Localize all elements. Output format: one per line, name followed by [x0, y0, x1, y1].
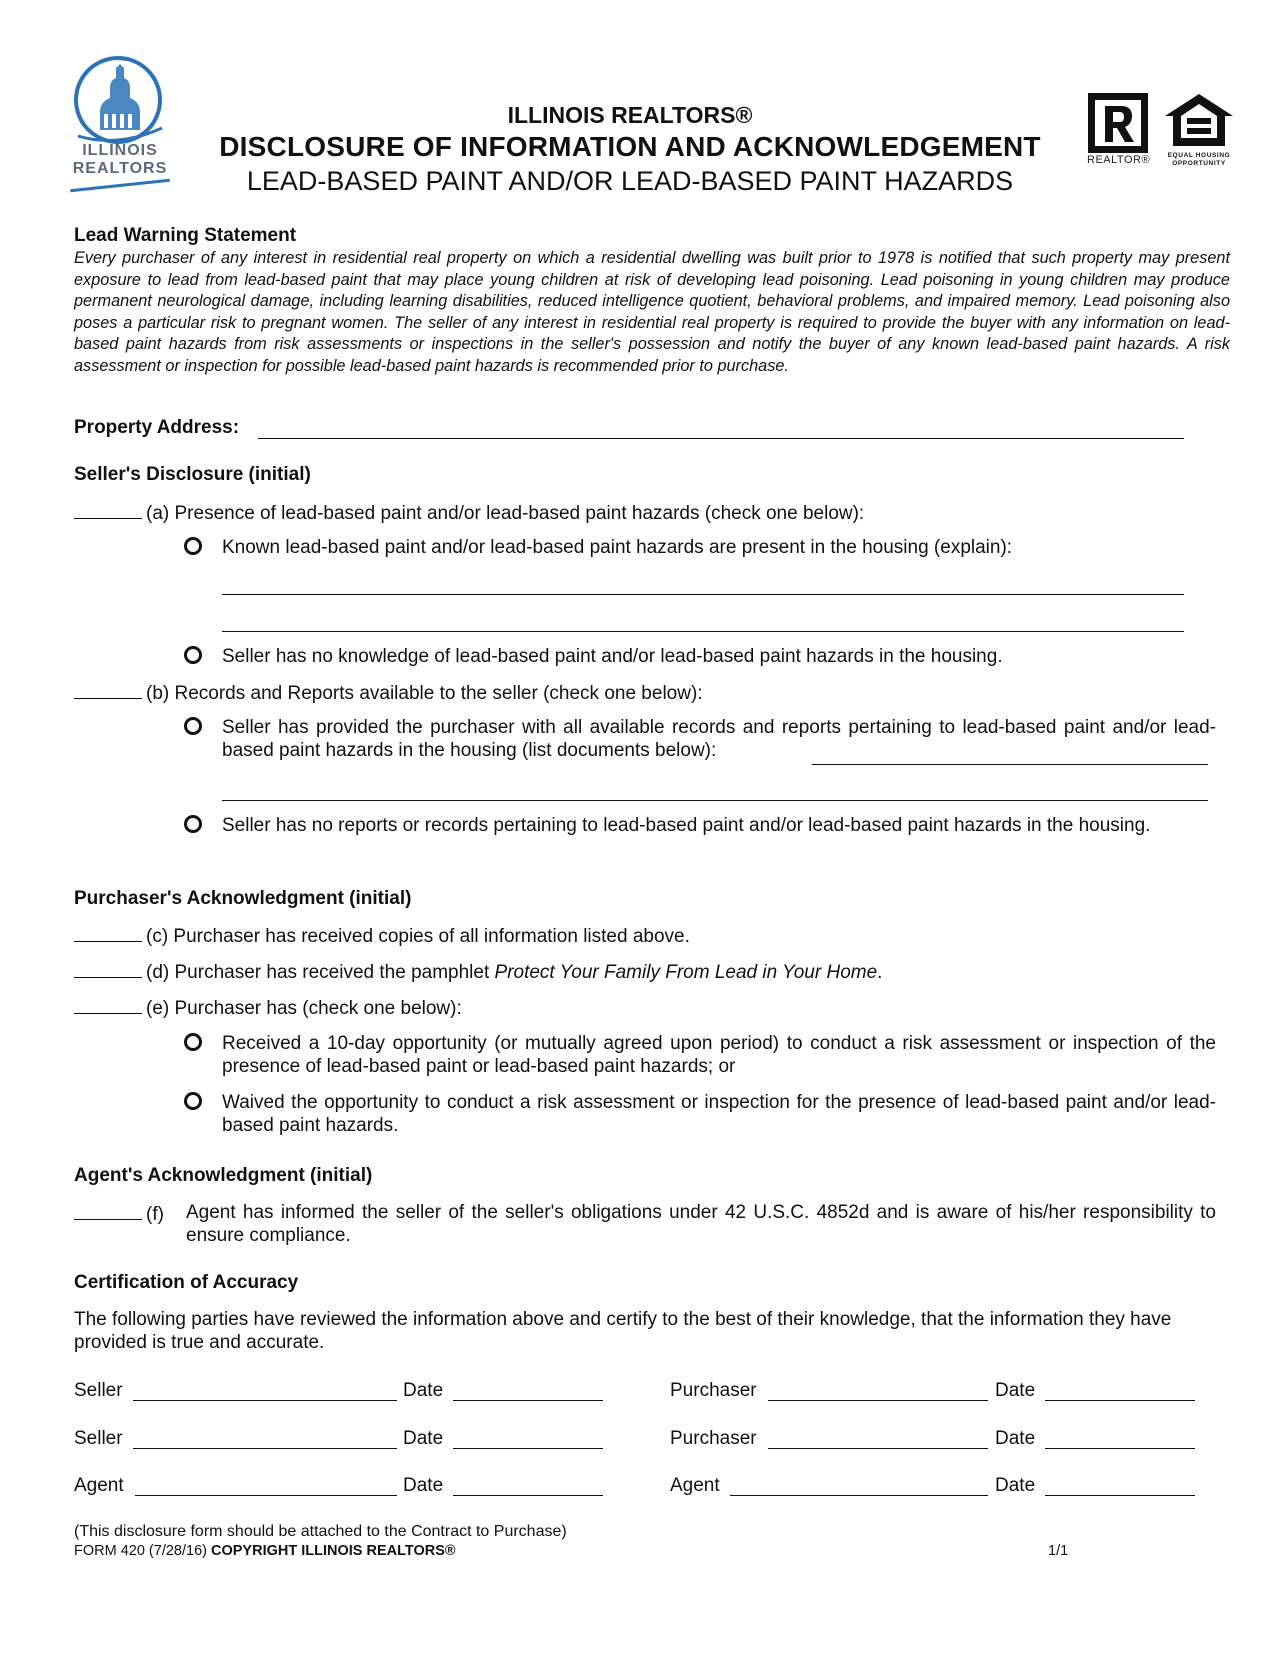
date-label-1: Date	[403, 1380, 444, 1401]
seller-signature-line-2[interactable]	[133, 1448, 397, 1449]
realtor-mark-label: REALTOR®	[1087, 154, 1151, 166]
purchaser-item-c	[74, 923, 690, 948]
agent-signature-line-right[interactable]	[730, 1495, 988, 1496]
option-a-no-knowledge-label: Seller has no knowledge of lead-based paint and/or lead-based paint hazards in the housing.	[222, 646, 1003, 667]
property-address-label: Property Address:	[74, 417, 240, 438]
purchasers-ack-title: Purchaser's Acknowledgment (initial)	[74, 888, 412, 909]
form-title: DISCLOSURE OF INFORMATION AND ACKNOWLEDGEMENT	[219, 131, 1041, 162]
eho-line1: EQUAL HOUSING	[1167, 152, 1231, 159]
lead-warning-text: Every purchaser of any interest in residential real property on which a residential dwelling was built prior to 1978 is notified that such property may present exposure to lead from lead-based paint that may place young children at risk of developing lead poisoning. Lead poisoning in young children may produce permanent neurological damage, including learning disabilities, reduced intelligence quotient, behavioral problems, and impaired memory. Lead poisoning also poses a particular risk to pregnant women. The seller of any interest in residential real property is required to provide the buyer with any information on lead-based paint hazards from risk assessments or inspections in the seller's possession and notify the buyer of any known lead-based paint hazards. A risk assessment or inspection for possible lead-based paint hazards is recommended prior to purchase.	[74, 249, 1230, 375]
logo-swoosh	[70, 179, 170, 192]
agent-date-line-right[interactable]	[1045, 1495, 1195, 1496]
option-a-known-label: Known lead-based paint and/or lead-based paint hazards are present in the housing (explain):	[222, 537, 1013, 558]
initial-field-f[interactable]	[74, 1201, 142, 1220]
form-subtitle: LEAD-BASED PAINT AND/OR LEAD-BASED PAINT HAZARDS	[246, 166, 1014, 196]
seller-item-b	[74, 680, 703, 705]
capitol-dome-icon	[70, 52, 170, 152]
purchaser-item-e	[74, 995, 462, 1020]
initial-field-c[interactable]	[74, 923, 142, 942]
logo-text-illinois: ILLINOIS	[82, 142, 158, 159]
documents-line-1[interactable]	[812, 764, 1208, 765]
equal-housing-icon	[1163, 92, 1235, 148]
purchaser-date-line-2[interactable]	[1045, 1448, 1195, 1449]
initial-field-b[interactable]	[74, 680, 142, 699]
org-name: ILLINOIS REALTORS®	[507, 102, 753, 128]
purchaser-signature-line-2[interactable]	[768, 1448, 988, 1449]
seller-item-a	[74, 500, 864, 525]
attachment-note: (This disclosure form should be attached to the Contract to Purchase)	[74, 1523, 567, 1540]
initial-field-e[interactable]	[74, 995, 142, 1014]
date-label-4: Date	[995, 1428, 1036, 1449]
item-a-label: (a) Presence of lead-based paint and/or lead-based paint hazards (check one below):	[146, 503, 865, 524]
sig-left-label-1: Seller	[74, 1380, 123, 1401]
seller-signature-line-1[interactable]	[133, 1400, 397, 1401]
seller-date-line-2[interactable]	[453, 1448, 603, 1449]
sig-right-label-1: Purchaser	[670, 1380, 757, 1401]
purchaser-signature-line-1[interactable]	[768, 1400, 988, 1401]
date-label-3: Date	[403, 1428, 444, 1449]
sig-right-label-2: Purchaser	[670, 1428, 757, 1449]
sellers-disclosure-title: Seller's Disclosure (initial)	[74, 464, 311, 485]
agent-signature-line-left[interactable]	[135, 1495, 397, 1496]
radio-a-known[interactable]	[184, 537, 202, 555]
form-number: FORM 420 (7/28/16)	[74, 1543, 211, 1559]
date-label-5: Date	[403, 1475, 444, 1496]
item-f-text: Agent has informed the seller of the seller's obligations under 42 U.S.C. 4852d and is aware of his/her responsibility to ensure compliance.	[186, 1202, 1216, 1246]
radio-b-provided[interactable]	[184, 717, 202, 735]
eho-line2: OPPORTUNITY	[1172, 160, 1226, 167]
form-header	[190, 100, 1070, 198]
property-address-field[interactable]	[258, 438, 1184, 439]
certification-title: Certification of Accuracy	[74, 1272, 299, 1293]
sig-right-label-3: Agent	[670, 1475, 720, 1496]
item-c-label: (c) Purchaser has received copies of all information listed above.	[146, 926, 690, 947]
eho-label	[1163, 152, 1235, 168]
option-b-provided-text: Seller has provided the purchaser with all available records and reports pertaining to lead-based paint and/or lead-based paint hazards in the housing (list documents below):	[222, 717, 1216, 761]
page-number: 1/1	[1048, 1543, 1069, 1559]
logo-text-realtors: REALTORS	[72, 160, 168, 177]
initial-field-d[interactable]	[74, 959, 142, 978]
item-b-label: (b) Records and Reports available to the seller (check one below):	[146, 683, 703, 704]
radio-e-received[interactable]	[184, 1033, 202, 1051]
radio-a-no-knowledge[interactable]	[184, 646, 202, 664]
option-b-none-label: Seller has no reports or records pertaining to lead-based paint and/or lead-based paint hazards in the housing.	[222, 815, 1151, 836]
realtor-r-icon	[1087, 92, 1149, 154]
date-label-2: Date	[995, 1380, 1036, 1401]
purchaser-item-d	[74, 959, 882, 984]
sig-left-label-3: Agent	[74, 1475, 124, 1496]
item-d-suffix: .	[877, 962, 883, 983]
explain-line-2[interactable]	[222, 631, 1184, 632]
item-d-prefix: (d) Purchaser has received the pamphlet	[146, 962, 495, 983]
option-b-provided-label	[222, 716, 1216, 762]
copyright: COPYRIGHT ILLINOIS REALTORS®	[211, 1543, 456, 1559]
radio-e-waived[interactable]	[184, 1092, 202, 1110]
realtor-eho-logos	[1087, 92, 1237, 172]
agents-ack-title: Agent's Acknowledgment (initial)	[74, 1165, 373, 1186]
option-e-waived-label: Waived the opportunity to conduct a risk assessment or inspection for the presence of lead-based paint and/or lead-based paint hazards.	[222, 1092, 1216, 1136]
explain-line-1[interactable]	[222, 594, 1184, 595]
item-f-marker: (f)	[146, 1204, 164, 1225]
agent-date-line-left[interactable]	[453, 1495, 603, 1496]
form-id	[74, 1543, 456, 1559]
illinois-realtors-logo	[70, 52, 170, 202]
certification-text: The following parties have reviewed the information above and certify to the best of their knowledge, that the information they have provided is true and accurate.	[74, 1309, 1172, 1353]
seller-date-line-1[interactable]	[453, 1400, 603, 1401]
date-label-6: Date	[995, 1475, 1036, 1496]
purchaser-date-line-1[interactable]	[1045, 1400, 1195, 1401]
sig-left-label-2: Seller	[74, 1428, 123, 1449]
documents-line-2[interactable]	[222, 800, 1208, 801]
lead-warning-section	[74, 224, 1230, 377]
agent-item-f	[74, 1201, 164, 1226]
option-e-received-label: Received a 10-day opportunity (or mutually agreed upon period) to conduct a risk assessment or inspection of the presence of lead-based paint or lead-based paint hazards; or	[222, 1033, 1216, 1077]
lead-warning-title: Lead Warning Statement	[74, 225, 297, 246]
item-e-label: (e) Purchaser has (check one below):	[146, 998, 462, 1019]
initial-field-a[interactable]	[74, 500, 142, 519]
pamphlet-title: Protect Your Family From Lead in Your Home	[494, 962, 878, 983]
radio-b-none[interactable]	[184, 815, 202, 833]
